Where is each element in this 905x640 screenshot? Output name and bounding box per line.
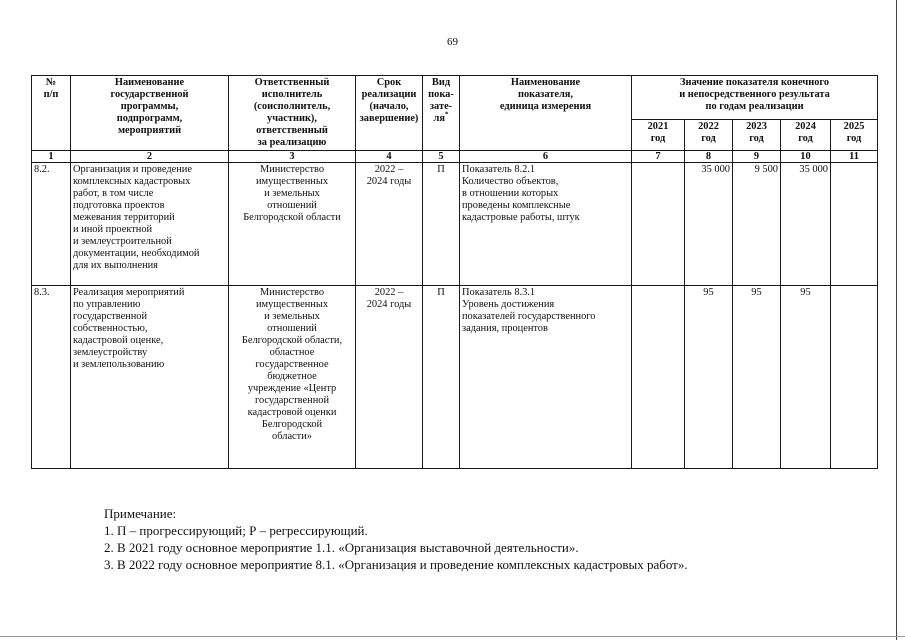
page-number: 69: [447, 36, 458, 48]
notes-section: [104, 505, 884, 573]
row-value-2021: [632, 163, 685, 286]
program-table: [31, 75, 878, 469]
row-name: Реализация мероприятий по управлению государственной собственностью, кадастровой оценке, землеустройству и землепользованию: [71, 286, 229, 469]
header-year: 2021 год: [632, 120, 685, 151]
row-value-2024: 95: [781, 286, 831, 469]
row-value-2022: 95: [685, 286, 733, 469]
row-indicator: Показатель 8.3.1 Уровень достижения показателей государственного задания, процентов: [460, 286, 632, 469]
column-number: 5: [423, 151, 460, 163]
row-value-2021: [632, 286, 685, 469]
column-number: 2: [71, 151, 229, 163]
header-values-group: Значение показателя конечного и непосредственного результата по годам реализации: [632, 76, 878, 120]
column-number: 11: [831, 151, 878, 163]
header-type: [423, 76, 460, 151]
table-row: [32, 286, 878, 469]
header-type-label: Вид пока- зате- ля: [428, 77, 454, 124]
header-year: 2024 год: [781, 120, 831, 151]
row-term: 2022 – 2024 годы: [356, 163, 423, 286]
row-name: Организация и проведение комплексных кадастровых работ, в том числе подготовка проектов межевания территорий и иной проектной и землеустроительной документации, необходимой для их выполнения: [71, 163, 229, 286]
row-value-2024: 35 000: [781, 163, 831, 286]
header-year: 2025 год: [831, 120, 878, 151]
column-number: 1: [32, 151, 71, 163]
column-number: 3: [229, 151, 356, 163]
column-number-row: [32, 151, 878, 163]
row-responsible: Министерство имущественных и земельных отношений Белгородской области: [229, 163, 356, 286]
table-row: [32, 163, 878, 286]
notes-title: Примечание:: [104, 506, 177, 521]
row-term: 2022 – 2024 годы: [356, 286, 423, 469]
column-number: 10: [781, 151, 831, 163]
column-number: 9: [733, 151, 781, 163]
column-number: 7: [632, 151, 685, 163]
column-number: 8: [685, 151, 733, 163]
header-row: [32, 76, 878, 120]
header-responsible: Ответственный исполнитель (соисполнитель, участник), ответственный за реализацию: [229, 76, 356, 151]
row-value-2025: [831, 286, 878, 469]
header-year: 2022 год: [685, 120, 733, 151]
row-num: 8.3.: [32, 286, 71, 469]
scan-edge-right: [896, 0, 897, 640]
row-value-2025: [831, 163, 878, 286]
scan-edge-bottom: [0, 636, 905, 637]
row-num: 8.2.: [32, 163, 71, 286]
row-value-2023: 9 500: [733, 163, 781, 286]
header-num: № п/п: [32, 76, 71, 151]
note-item: 1. П – прогрессирующий; Р – регрессирующий.: [104, 523, 368, 538]
header-type-footnote-mark: *: [444, 110, 449, 119]
note-item: 3. В 2022 году основное мероприятие 8.1. «Организация и проведение комплексных кадастровых работ».: [104, 557, 688, 572]
header-indicator: Наименование показателя, единица измерения: [460, 76, 632, 151]
header-name: Наименование государственной программы, подпрограмм, мероприятий: [71, 76, 229, 151]
row-value-2023: 95: [733, 286, 781, 469]
row-value-2022: 35 000: [685, 163, 733, 286]
header-year: 2023 год: [733, 120, 781, 151]
header-term: Срок реализации (начало, завершение): [356, 76, 423, 151]
column-number: 4: [356, 151, 423, 163]
column-number: 6: [460, 151, 632, 163]
row-type: П: [423, 163, 460, 286]
note-item: 2. В 2021 году основное мероприятие 1.1. «Организация выставочной деятельности».: [104, 540, 579, 555]
row-indicator: Показатель 8.2.1 Количество объектов, в отношении которых проведены комплексные кадастровые работы, штук: [460, 163, 632, 286]
row-responsible: Министерство имущественных и земельных отношений Белгородской области, областное государственное бюджетное учреждение «Центр государственной кадастровой оценки Белгородской области»: [229, 286, 356, 469]
row-type: П: [423, 286, 460, 469]
